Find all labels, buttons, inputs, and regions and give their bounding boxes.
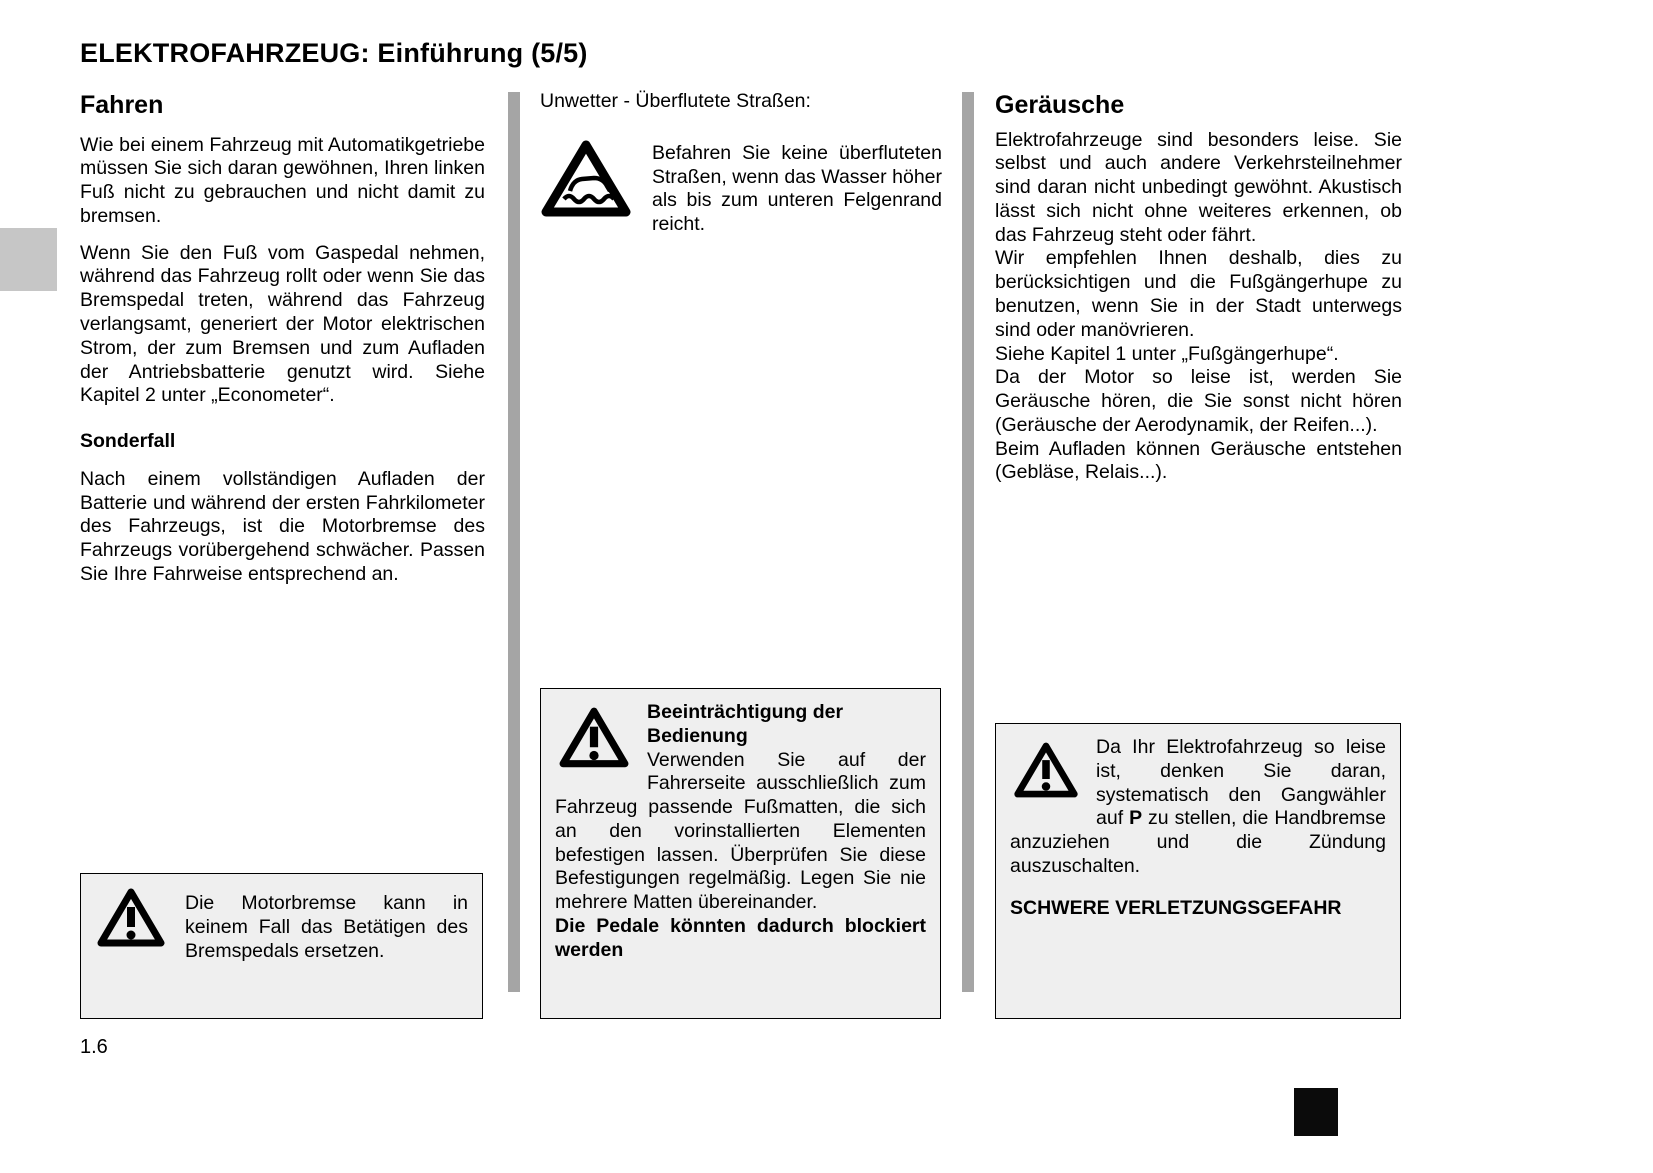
geraeusche-paragraph-4: Da der Motor so leise ist, werden Sie Geräusche hören, die Sie sonst nicht hören (Geräusche der Aerodynamik, der Reifen...). [995,366,1402,436]
flood-warning [540,138,942,237]
column-fahren [80,90,485,600]
fahren-paragraph-1: Wie bei einem Fahrzeug mit Automatikgetriebe müssen Sie sich daran gewöhnen, Ihren linken Fuß nicht zu gebrauchen und nicht damit zu bremsen. [80,133,485,227]
warning-row [95,886,468,963]
column-divider-right [962,92,974,992]
section-heading-geraeusche: Geräusche [995,91,1125,119]
page-title-topic: ELEKTROFAHRZEUG: [80,38,370,68]
gear-position-p: P [1129,807,1143,830]
fahren-paragraph-2: Wenn Sie den Fuß vom Gaspedal nehmen, während das Fahrzeug rollt oder wenn Sie das Bremspedal treten, während das Fahrzeug verlangsamt, generiert der Motor elektrischen Strom, der zum Bremsen und zum Aufladen der Antriebsbatterie genutzt wird. Siehe Kapitel 2 unter „Econometer“. [80,241,485,407]
floor-mat-warning-bold: Die Pedale könnten dadurch blockiert werden [555,915,926,961]
page-number: 1.6 [80,1036,108,1058]
warning-triangle-icon [1012,740,1080,801]
warning-text-before: Da Ihr Elektrofahrzeug so leise ist, denken Sie daran, systematisch den Gangwähler auf [1096,736,1386,830]
page-title-section: Einführung (5/5) [377,38,588,68]
geraeusche-paragraph-1: Elektrofahrzeuge sind besonders leise. Sie selbst und auch andere Verkehrsteilnehmer sind daran nicht unbedingt gewöhnt. Akustisch lässt sich nicht ohne weiteres erkennen, ob das Fahrzeug steht oder fährt. [995,128,1402,246]
motor-brake-warning-text: Die Motorbremse kann in keinem Fall das Betätigen des Bremspedals ersetzen. [185,892,468,962]
danger-label: SCHWERE VERLETZUNGSGEFAHR [1010,896,1342,919]
motor-brake-warning-box [80,873,483,1019]
warning-triangle-icon [557,705,631,771]
column-unwetter [540,90,942,237]
flooded-road-icon [540,138,632,220]
unwetter-label: Unwetter - Überflutete Straßen: [540,90,811,112]
warning-triangle-icon [95,886,167,950]
geraeusche-paragraph-2: Wir empfehlen Ihnen deshalb, dies zu berücksichtigen und die Fußgängerhupe zu benutzen, wenn Sie in der Stadt unterwegs sind oder manövrieren. [995,247,1402,341]
geraeusche-paragraph-3: Siehe Kapitel 1 unter „Fußgängerhupe“. [995,342,1339,365]
floor-mat-warning-text: Verwenden Sie auf der Fahrerseite ausschließlich zum Fahrzeug passende Fußmatten, die sich an den vorinstallierten Elementen befestigen lassen. Überprüfen Sie diese Befestigungen regelmäßig. Legen Sie nie mehrere Matten übereinander. [555,748,926,914]
chapter-edge-tab [0,228,57,291]
column-geraeusche [995,90,1402,485]
sonderfall-paragraph: Nach einem vollständigen Aufladen der Batterie und während der ersten Fahrkilometer des Fahrzeugs, ist die Motorbremse des Fahrzeugs vorübergehend schwächer. Passen Sie Ihre Fahrweise entsprechend an. [80,467,485,585]
quiet-vehicle-warning-box [995,723,1401,1019]
column-divider-left [508,92,520,992]
section-heading-fahren: Fahren [80,91,164,119]
subsection-heading-sonderfall: Sonderfall [80,430,176,453]
floor-mat-warning-heading: Beeinträchtigung der Bedienung [647,701,844,747]
geraeusche-paragraph-5: Beim Aufladen können Geräusche entstehen (Gebläse, Relais...). [995,437,1402,484]
flood-text: Befahren Sie keine überfluteten Straßen, wenn das Wasser höher als bis zum unteren Felgenrand reicht. [652,141,942,236]
floor-mat-warning-box [540,688,941,1019]
page-title [80,38,588,69]
warning-text-after: zu stellen, die Handbremse anzuziehen und die Zündung auszuschalten. [1010,807,1386,877]
print-corner-mark [1294,1088,1338,1136]
